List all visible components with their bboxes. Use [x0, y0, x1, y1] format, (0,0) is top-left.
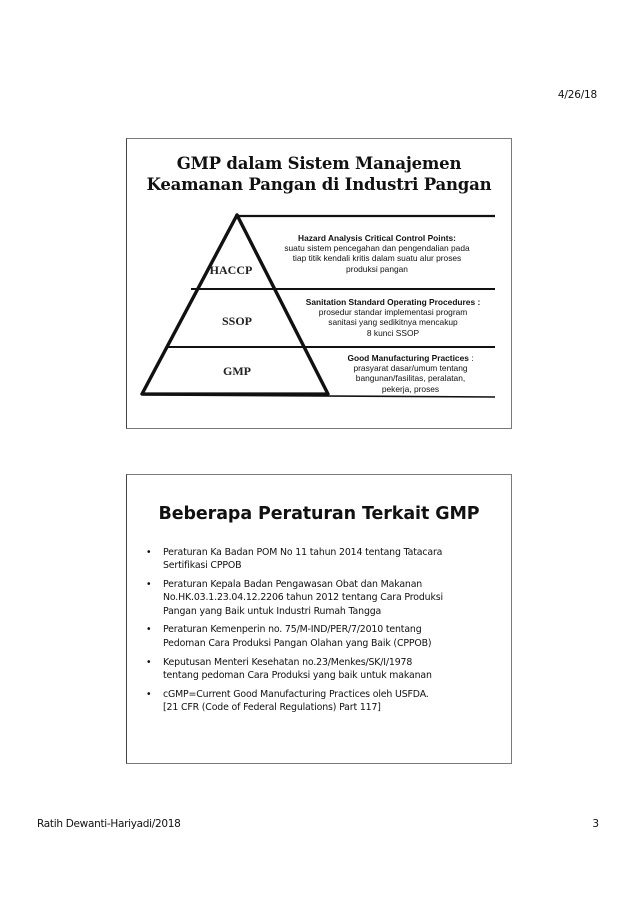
slide1-title-line2: Keamanan Pangan di Industri Pangan — [146, 175, 492, 194]
bullet-icon: • — [146, 656, 152, 668]
bullet-icon: • — [146, 688, 152, 700]
list-item-line: Peraturan Kepala Badan Pengawasan Obat dan Makanan — [163, 579, 423, 591]
list-item — [141, 656, 501, 683]
gmp-desc-line: bangunan/fasilitas, peralatan, — [355, 373, 466, 384]
pyramid-level-haccp: HACCP — [209, 263, 253, 277]
slide2-title: Beberapa Peraturan Terkait GMP — [158, 504, 480, 524]
gmp-desc-line: pekerja, proses — [381, 383, 440, 394]
list-item-line: tentang pedoman Cara Produksi yang baik untuk makanan — [163, 669, 432, 681]
bullet-icon: • — [146, 547, 152, 558]
page-date: 4/26/18 — [557, 89, 597, 101]
ssop-desc-line: prosedur standar implementasi program — [318, 307, 468, 318]
slide-gmp-regulations — [126, 474, 512, 764]
list-item-line: No.HK.03.1.23.04.12.2206 tahun 2012 tentang Cara Produksi — [163, 592, 443, 604]
gmp-description — [323, 353, 498, 394]
list-item — [141, 623, 501, 650]
footer-author: Ratih Dewanti-Hariyadi/2018 — [37, 818, 181, 830]
haccp-desc-line: tiap titik kendali kritis dalam suatu alur proses — [292, 253, 462, 264]
ssop-desc-line: 8 kunci SSOP — [366, 327, 420, 338]
list-item — [141, 688, 501, 715]
haccp-heading: Hazard Analysis Critical Control Points: — [298, 233, 456, 243]
list-item — [141, 578, 501, 618]
gmp-heading: Good Manufacturing Practices — [347, 353, 469, 363]
list-item-line: Pedoman Cara Produksi Pangan Olahan yang Baik (CPPOB) — [163, 637, 432, 649]
list-item-line: Peraturan Kemenperin no. 75/M-IND/PER/7/2010 tentang — [163, 624, 422, 636]
list-item-line: Pangan yang Baik untuk Industri Rumah Tangga — [163, 605, 382, 617]
pyramid-level-ssop: SSOP — [221, 314, 252, 328]
haccp-description — [257, 233, 497, 274]
gmp-desc-line: prasyarat dasar/umum tentang — [353, 363, 468, 374]
list-item — [141, 546, 501, 573]
haccp-desc-line: suatu sistem pencegahan dan pengendalian pada — [284, 243, 470, 254]
list-item-line: cGMP=Current Good Manufacturing Practices oleh USFDA. — [163, 688, 429, 700]
slide-gmp-system — [126, 138, 512, 429]
pyramid-level-gmp: GMP — [223, 364, 251, 378]
ssop-description — [283, 297, 503, 338]
haccp-desc-line: produksi pangan — [346, 263, 408, 274]
ssop-heading: Sanitation Standard Operating Procedures : — [305, 297, 481, 307]
list-item-line: [21 CFR (Code of Federal Regulations) Part 117] — [163, 701, 381, 713]
bullet-icon: • — [146, 579, 152, 591]
ssop-desc-line: sanitasi yang sedikitnya mencakup — [328, 317, 458, 328]
list-item-line: Sertifikasi CPPOB — [163, 560, 242, 572]
bullet-icon: • — [146, 624, 152, 636]
page-number: 3 — [592, 818, 599, 830]
gmp-heading-suffix: : — [468, 353, 474, 363]
list-item-line: Keputusan Menteri Kesehatan no.23/Menkes/SK/I/1978 — [163, 656, 413, 668]
regulation-list — [141, 546, 501, 720]
list-item-line: Peraturan Ka Badan POM No 11 tahun 2014 tentang Tatacara — [163, 547, 443, 558]
slide1-title-line1: GMP dalam Sistem Manajemen — [176, 154, 462, 173]
